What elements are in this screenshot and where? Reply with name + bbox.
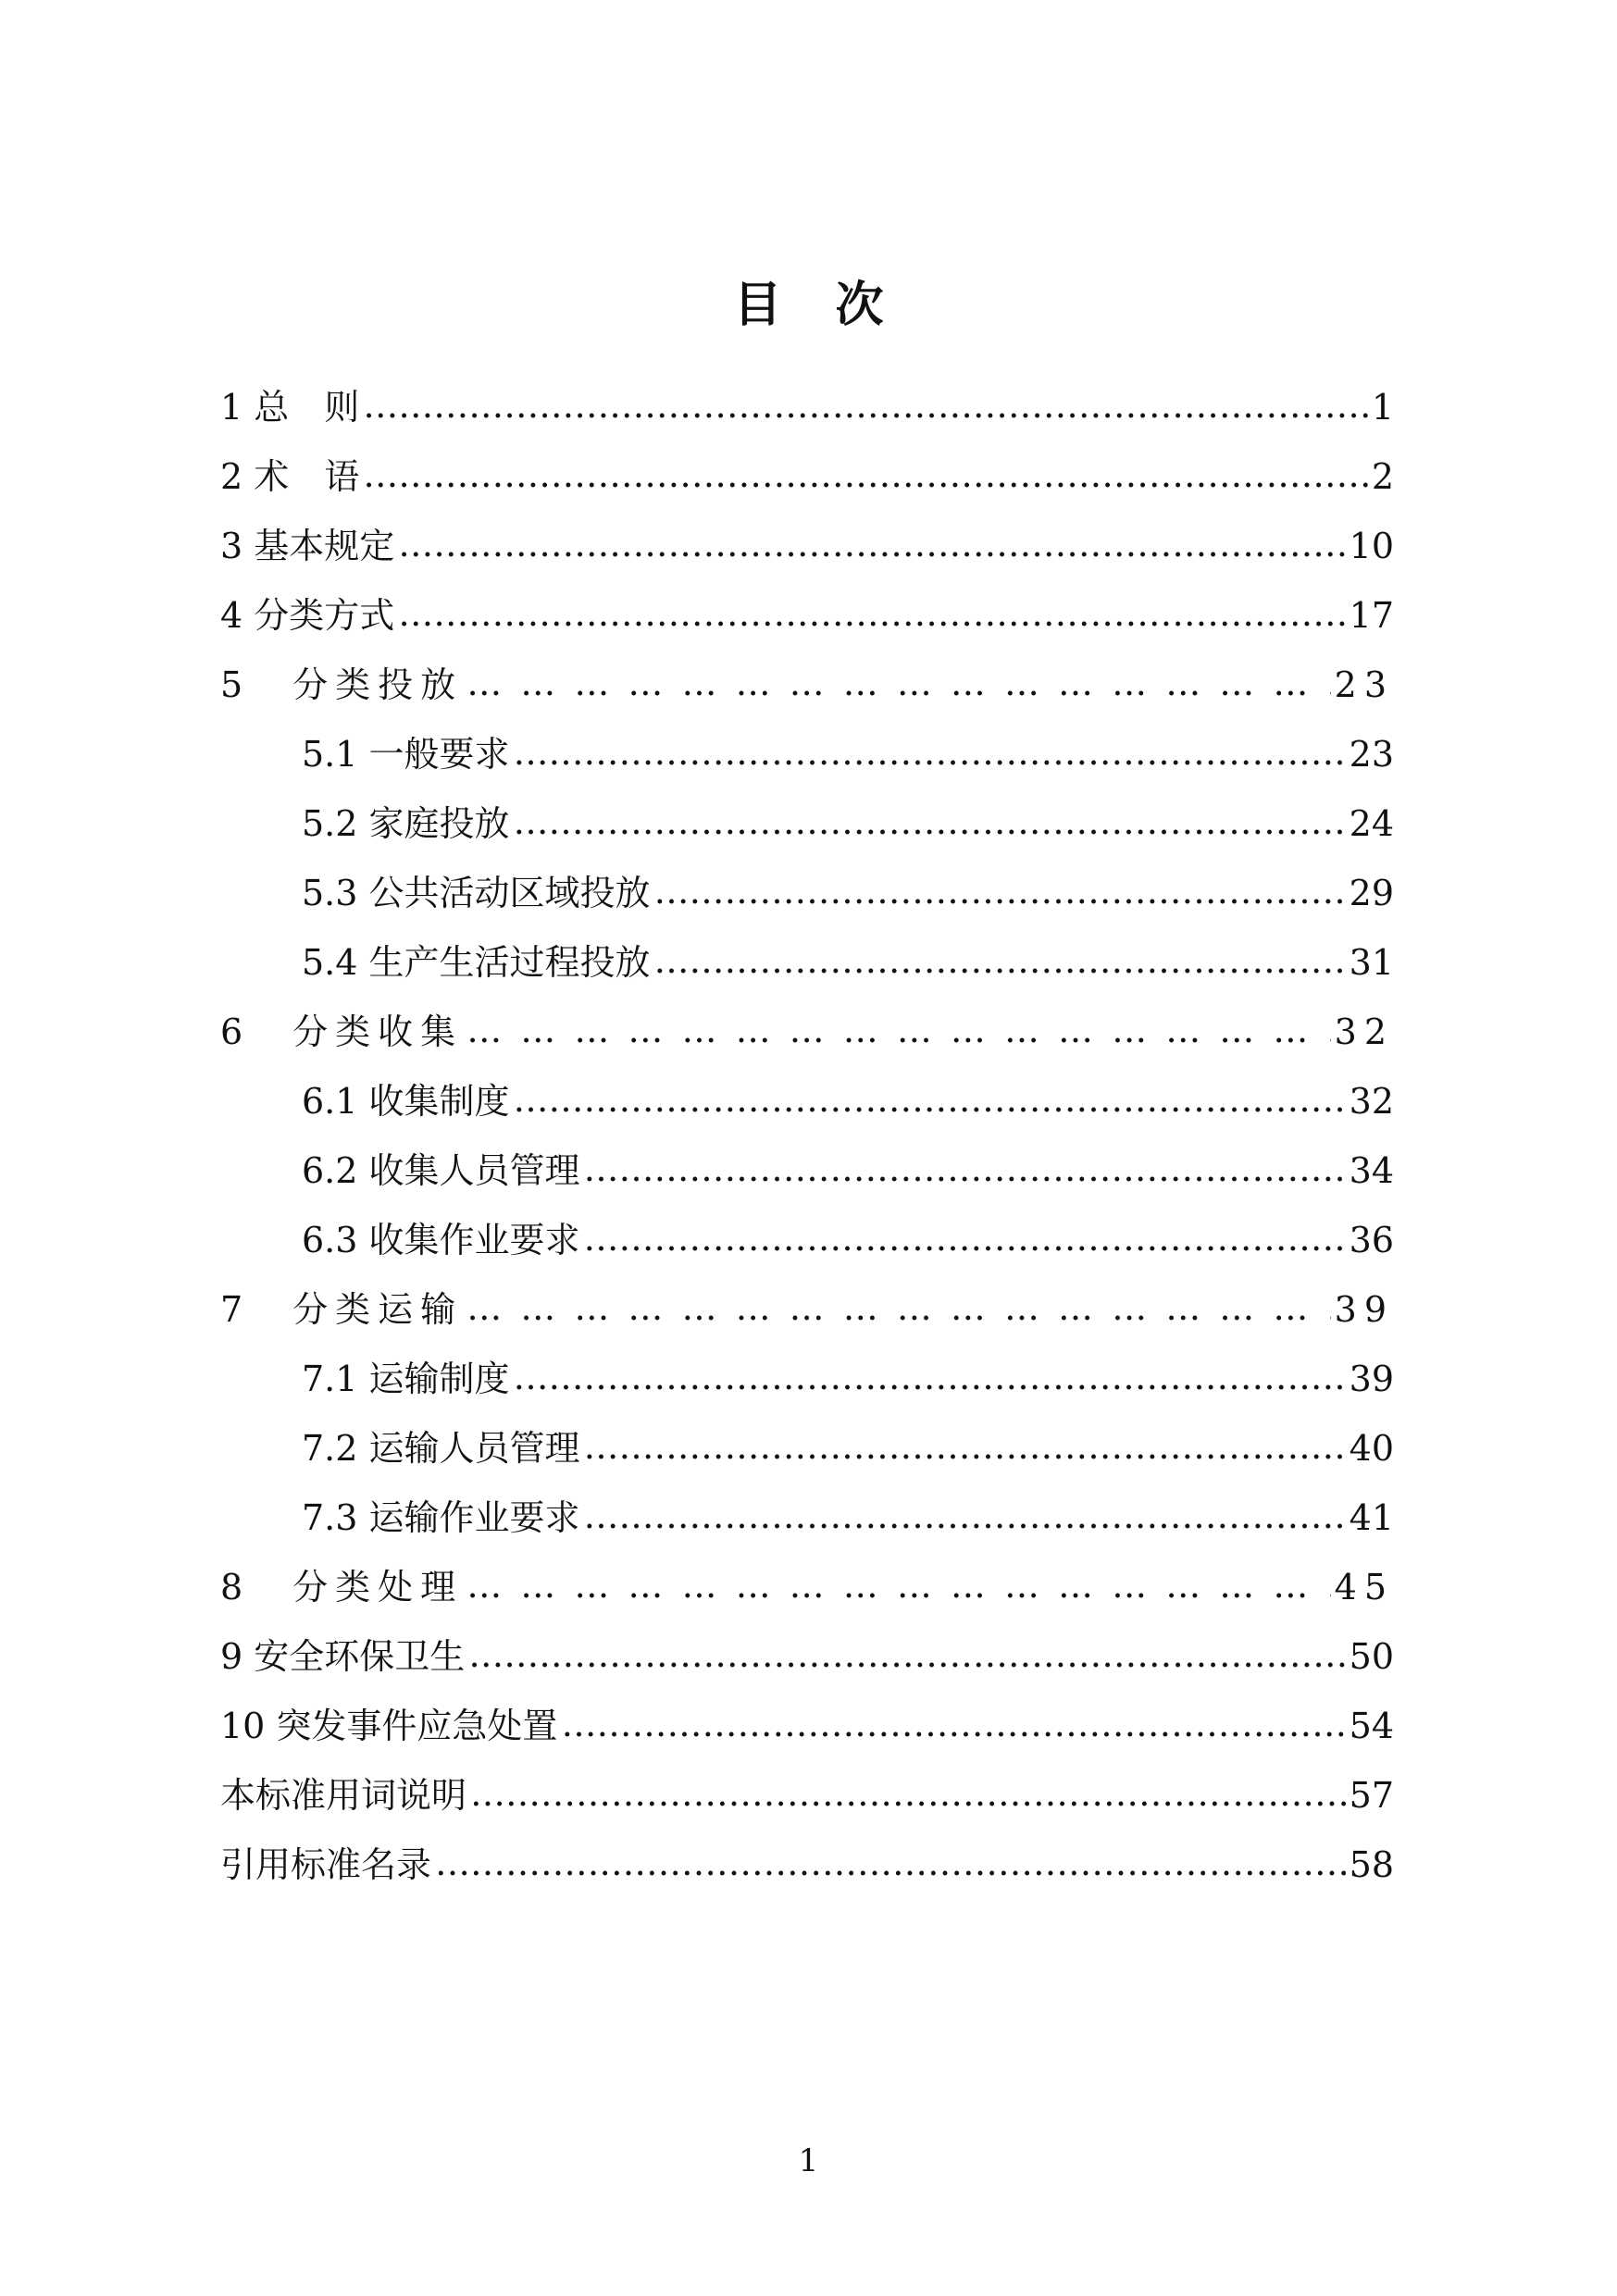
toc-entry-text: 7.1 运输制度 (302, 1359, 510, 1399)
toc-entry-text: 1 总 则 (220, 387, 360, 428)
toc-entry-5-1 (220, 720, 1394, 789)
toc-entry-page: 34 (1349, 1150, 1394, 1191)
toc-leader-dots (470, 1761, 1346, 1829)
toc-entry-1 (220, 373, 1394, 442)
toc-leader-dots (561, 1692, 1345, 1759)
toc-leader-dots (435, 1831, 1346, 1898)
toc-leader-dots (466, 651, 1330, 718)
toc-entry-page: 31 (1349, 942, 1394, 983)
toc-entry-text: 5.2 家庭投放 (302, 803, 510, 844)
toc-entry-text: 6.2 收集人员管理 (302, 1150, 580, 1191)
toc-entry-page: 58 (1349, 1844, 1394, 1885)
toc-leader-dots (584, 1414, 1346, 1482)
toc-entry-5 (220, 651, 1394, 720)
toc-entry-page: 2 (1371, 456, 1394, 497)
toc-entry-text: 5.4 生产生活过程投放 (302, 942, 651, 983)
toc-entry-page: 41 (1349, 1497, 1394, 1538)
toc-entry-page: 32 (1334, 1011, 1394, 1052)
toc-entry-6 (220, 998, 1394, 1067)
toc-leader-dots (584, 1483, 1346, 1551)
toc-entry-text: 2 术 语 (220, 456, 360, 497)
toc-entry-text: 8 分类处理 (220, 1567, 464, 1607)
toc-leader-dots (514, 1067, 1346, 1135)
toc-entry-text: 3 基本规定 (220, 526, 395, 566)
toc-leader-dots (584, 1206, 1346, 1273)
toc-entry-7 (220, 1275, 1394, 1345)
toc-entry-7-1 (220, 1345, 1394, 1414)
toc-entry-8 (220, 1553, 1394, 1622)
toc-entry-text: 5.3 公共活动区域投放 (302, 873, 651, 913)
toc-entry-5-3 (220, 859, 1394, 928)
toc-leader-dots (514, 789, 1346, 857)
toc-entry-text: 6.1 收集制度 (302, 1081, 510, 1122)
toc-leader-dots (398, 512, 1345, 579)
toc-leader-dots (466, 998, 1330, 1065)
toc-entry-text: 本标准用词说明 (220, 1775, 467, 1816)
toc-leader-dots (514, 1345, 1346, 1412)
toc-entry-text: 5.1 一般要求 (302, 734, 510, 775)
toc-entry-5-4 (220, 928, 1394, 998)
page-number: 1 (798, 2142, 819, 2179)
toc-entry-page: 39 (1334, 1289, 1394, 1330)
toc-entry-10 (220, 1692, 1394, 1761)
toc-leader-dots (466, 1275, 1330, 1343)
toc-leader-dots (466, 1553, 1330, 1620)
toc-entry-7-2 (220, 1414, 1394, 1483)
toc-entry-text: 4 分类方式 (220, 595, 395, 636)
toc-entry-page: 17 (1349, 595, 1394, 636)
toc-entry-page: 29 (1349, 873, 1394, 913)
toc-entry-page: 45 (1334, 1567, 1394, 1607)
toc-entry-text: 7.3 运输作业要求 (302, 1497, 580, 1538)
toc-entry-page: 10 (1349, 526, 1394, 566)
toc-entry-referenced-standards (220, 1831, 1394, 1900)
table-of-contents (220, 373, 1394, 1900)
toc-entry-4 (220, 581, 1394, 651)
toc-leader-dots (398, 581, 1345, 649)
toc-leader-dots (654, 928, 1346, 996)
toc-entry-page: 23 (1334, 664, 1394, 705)
toc-entry-6-1 (220, 1067, 1394, 1136)
toc-entry-text: 9 安全环保卫生 (220, 1636, 466, 1677)
toc-leader-dots (654, 859, 1346, 926)
toc-entry-9 (220, 1622, 1394, 1692)
toc-entry-text: 6 分类收集 (220, 1011, 464, 1052)
toc-leader-dots (468, 1622, 1345, 1690)
toc-entry-page: 40 (1349, 1428, 1394, 1469)
toc-entry-page: 23 (1349, 734, 1394, 775)
toc-entry-page: 32 (1349, 1081, 1394, 1122)
toc-entry-page: 1 (1371, 387, 1394, 428)
toc-entry-3 (220, 512, 1394, 581)
toc-entry-terms-explanation (220, 1761, 1394, 1831)
toc-entry-text: 7.2 运输人员管理 (302, 1428, 580, 1469)
toc-leader-dots (363, 373, 1368, 441)
toc-entry-page: 39 (1349, 1359, 1394, 1399)
toc-entry-2 (220, 442, 1394, 512)
toc-entry-5-2 (220, 789, 1394, 859)
toc-entry-7-3 (220, 1483, 1394, 1553)
toc-entry-page: 50 (1349, 1636, 1394, 1677)
toc-leader-dots (584, 1136, 1346, 1204)
toc-entry-6-3 (220, 1206, 1394, 1275)
toc-entry-text: 10 突发事件应急处置 (220, 1706, 558, 1746)
toc-leader-dots (363, 442, 1368, 510)
toc-entry-text: 引用标准名录 (220, 1844, 432, 1885)
page-title: 目次 (733, 278, 938, 333)
toc-entry-text: 6.3 收集作业要求 (302, 1220, 580, 1260)
toc-entry-page: 54 (1349, 1706, 1394, 1746)
toc-entry-page: 57 (1349, 1775, 1394, 1816)
toc-entry-6-2 (220, 1136, 1394, 1206)
toc-entry-page: 36 (1349, 1220, 1394, 1260)
toc-entry-text: 5 分类投放 (220, 664, 464, 705)
toc-leader-dots (514, 720, 1346, 788)
toc-entry-page: 24 (1349, 803, 1394, 844)
toc-entry-text: 7 分类运输 (220, 1289, 464, 1330)
